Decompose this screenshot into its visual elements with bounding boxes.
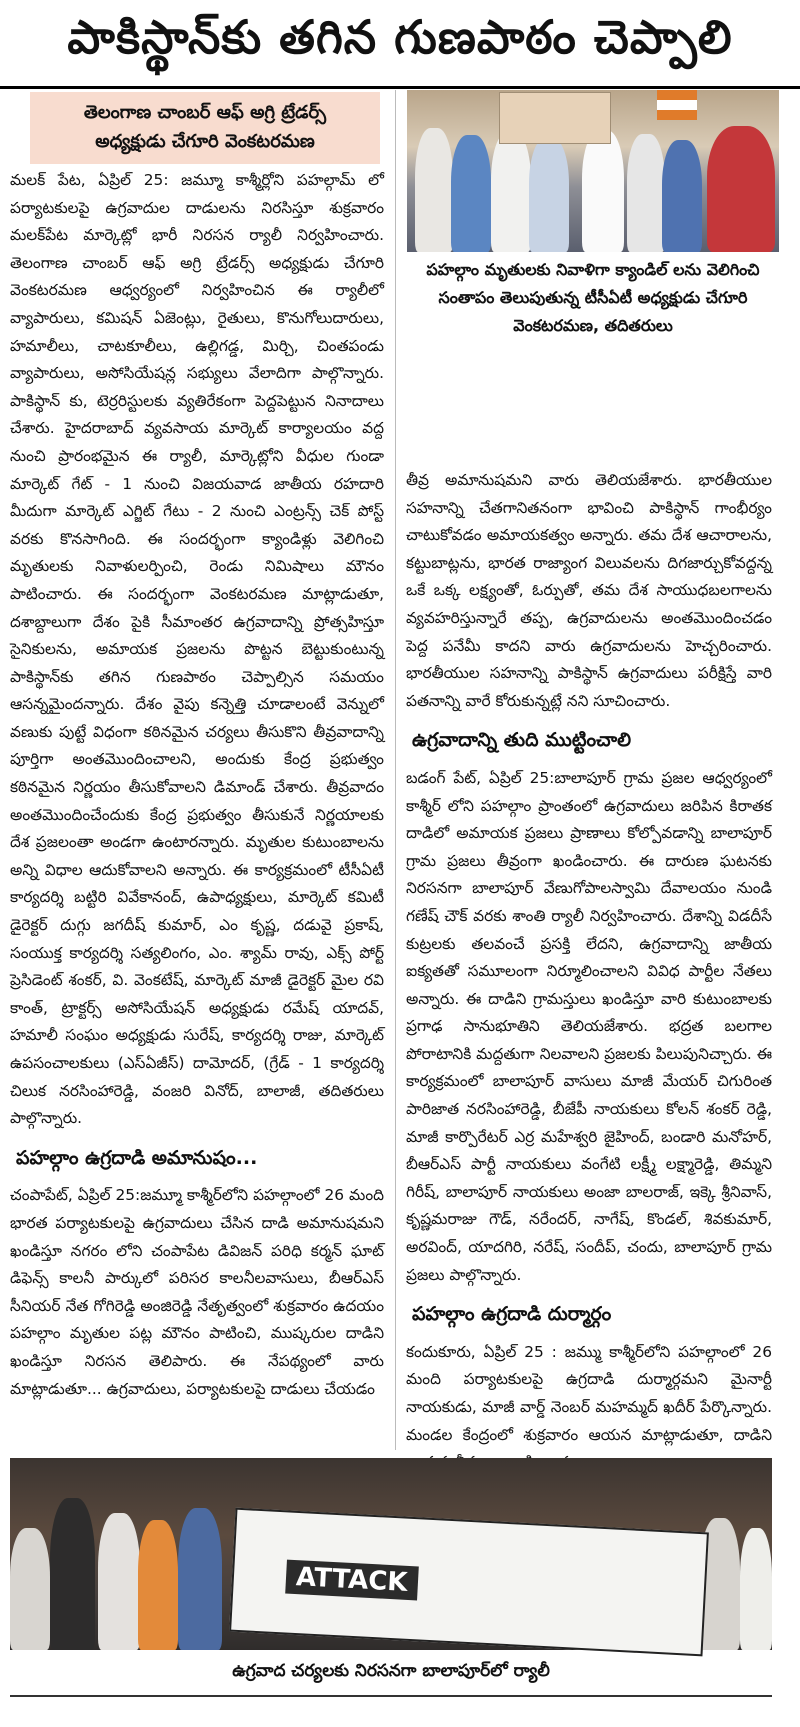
article-champapet: చంపాపేట్, ఏప్రిల్ 25:జమ్మూ కాశ్మీర్‌లోని పహల్గాంలో 26 మంది భారత పర్యాటకులపై ఉగ్రవాదులు చేసిన దాడి అమానుషమని ఖండిస్తూ నగరం లోని చంపాపేట డివిజన్ పరిధి కర్మన్ ఘాట్ డిఫెన్స్ కాలనీ పార్కులో పరిసర కాలనీలవాసులు, బీఆర్ఎస్ సీనియర్ నేత గోగిరెడ్డి అంజిరెడ్డి నేతృత్వంలో శుక్రవారం ఉదయం పహల్గాం మృతుల పట్ల మౌనం పాటించి, ముష్కరుల దాడిని ఖండిస్తూ నిరసన తెలిపారు. ఈ నేపథ్యంలో వారు మాట్లాడుతూ... ఉగ్రవాదులు, పర్యాటకులపై దాడులు చేయడం	[10, 1186, 384, 1398]
section-heading-end-terrorism: ఉగ్రవాదాన్ని తుది ముట్టించాలి	[412, 729, 632, 752]
subhead-line-2: అధ్యక్షుడు చేగూరి వెంకటరమణ	[95, 131, 315, 152]
subhead-box	[30, 92, 380, 164]
headline: పాకిస్థాన్‌కు తగిన గుణపాఠం చెప్పాలి	[67, 10, 733, 64]
top-photo-caption: పహల్గాం మృతులకు నివాళిగా క్యాండిల్ లను వెలిగించి సంతాపం తెలుపుతున్న టీసీఏటీ అధ్యక్షుడు చేగూరి వెంకటరమణ, తదితరులు	[426, 260, 760, 335]
banner-attack-text: ATTACK	[285, 1560, 418, 1601]
right-column	[406, 467, 772, 1477]
article-champapet-continued: తీవ్ర అమానుషమని వారు తెలియజేశారు. భారతీయుల సహనాన్ని చేతగానితనంగా భావించి పాకిస్థాన్ గాంభీర్యం చాటుకోవడం అమాయకత్వం అన్నారు. తమ దేశ ఆచారాలను, కట్టుబాట్లను, భారత రాజ్యాంగ విలువలను దిగజార్చుకోవద్దన్న ఒకే ఒక్క లక్ష్యంతో, ఓర్పుతో, తమ దేశ సాయుధబలగాలను వ్యవహరిస్తున్నారే తప్ప, ఉగ్రవాదులను అంతమొందించడం పెద్ద పనేమీ కాదని వారు ఉగ్రవాదులను హెచ్చరించారు. భారతీయుల సహనాన్ని పాకిస్థాన్ ఉగ్రవాదులు పరీక్షిస్తే వారి పతనాన్ని వారే కోరుకున్నట్లే నని సూచించారు.	[406, 471, 772, 710]
article-malakpet: మలక్ పేట, ఏప్రిల్ 25: జమ్మూ కాశ్మీర్లోని పహల్గామ్ లో పర్యాటకులపై ఉగ్రవాదుల దాడులను నిరసిస్తూ శుక్రవారం మలక్‌పేట మార్కెట్లో భారీ నిరసన ర్యాలీ నిర్వహించారు. తెలంగాణ చాంబర్ ఆఫ్ అగ్రి ట్రేడర్స్ అధ్యక్షుడు చేగూరి వెంకటరమణ ఆధ్వర్యంలో నిర్వహించిన ఈ ర్యాలీలో వ్యాపారులు, కమిషన్ ఏజెంట్లు, రైతులు, కొనుగోలుదారులు, హమాలీలు, చాటకూలీలు, ఉల్లిగడ్డ, మిర్చి, చింతపండు వ్యాపారులు, అసోసియేషన్ల సభ్యులు వేలాదిగా పాల్గొన్నారు. పాకిస్థాన్ కు, టెర్రరిస్టులకు వ్యతిరేకంగా పెద్దపెట్టున నినాదాలు చేశారు. హైదరాబాద్ వ్యవసాయ మార్కెట్ కార్యాలయం వద్ద నుంచి ప్రారంభమైన ఈ ర్యాలీ, మార్కెట్లోని వీధుల గుండా మార్కెట్ గేట్ - 1 నుంచి విజయవాడ జాతీయ రహదారి మీదుగా మార్కెట్ ఎగ్జిట్ గేటు - 2 నుంచి ఎంట్రన్స్ చెక్ పోస్ట్ వరకు కొనసాగింది. ఈ సందర్భంగా క్యాండిళ్లు వెలిగించి మృతులకు నివాళులర్పించి, రెండు నిమిషాలు మౌనం పాటించారు. ఈ సందర్భంగా వెంకటరమణ మాట్లాడుతూ, దశాబ్దాలుగా దేశం పైకి సీమాంతర ఉగ్రవాదాన్ని ప్రోత్సహిస్తూ సైనికులను, అమాయక ప్రజలను పొట్టన బెట్టుకుంటున్న పాకిస్థాన్‌కు తగిన గుణపాఠం చెప్పాల్సిన సమయం ఆసన్నమైందన్నారు. దేశం వైపు కన్నెత్తి చూడాలంటే వెన్నులో వణుకు పుట్టే విధంగా కఠినమైన చర్యలు తీసుకొని తీవ్రవాదాన్ని పూర్తిగా అంతమొందించాలని, అందుకు కేంద్ర ప్రభుత్వం కఠినమైన నిర్ణయం తీసుకోవాలని డిమాండ్ చేశారు. తీవ్రవాదం అంతమొందించేందుకు కేంద్ర ప్రభుత్వం తీసుకునే నిర్ణయాలకు దేశ ప్రజలంతా అండగా ఉంటారన్నారు. మృతుల కుటుంబాలను అన్ని విధాల ఆదుకోవాలని అన్నారు. ఈ కార్యక్రమంలో టీసీఏటీ కార్యదర్శి బట్టిరి వివేకానంద్, ఉపాధ్యక్షులు, మార్కెట్ కమిటీ డైరెక్టర్ దుగ్గు జగదీష్ కుమార్, ఎం కృష్ణ, దడువై ప్రకాష్, సంయుక్త కార్యదర్శి సత్యలింగం, ఎం. శ్యామ్ రావు, ఎక్స్ పోర్ట్ ప్రెసిడెంట్ శంకర్, వి. వెంకటేష్, మార్కెట్ మాజీ డైరెక్టర్ మైల రవి కాంత్, ట్రాక్టర్స్ అసోసియేషన్ అధ్యక్షుడు రమేష్ యాదవ్, హమాలీ సంఘం అధ్యక్షుడు సురేష్, కార్యదర్శి రాజు, మార్కెట్ ఉపసంచాలకులు (ఎస్ఏజీస్) దామోదర్, (గ్రేడ్ - 1 కార్యదర్శి చిలుక నరసింహారెడ్డి, వంజరి వినోద్, బాలాజీ, తదితరులు పాల్గొన్నారు.	[10, 171, 384, 1128]
bottom-photo-caption: ఉగ్రవాద చర్యలకు నిరసనగా బాలాపూర్‌లో ర్యాలీ	[232, 1661, 550, 1681]
bottom-rule	[10, 1695, 772, 1697]
article-badangpet: బడంగ్ పేట్, ఏప్రిల్ 25:బాలాపూర్ గ్రామ ప్రజల ఆధ్వర్యంలో కాశ్మీర్ లోని పహల్గాం ప్రాంతంలో ఉగ్రవాదులు జరిపిన కిరాతక దాడిలో అమాయక ప్రజలు ప్రాణాలు కోల్పోవడాన్ని బాలాపూర్ గ్రామ ప్రజలు తీవ్రంగా ఖండించారు. ఈ దారుణ ఘటనకు నిరసనగా బాలాపూర్ వేణుగోపాలస్వామి దేవాలయం నుండి గణేష్ చౌక్ వరకు శాంతి ర్యాలీ నిర్వహించారు. దేశాన్ని విడదీసే కుట్రలకు తలవంచే ప్రసక్తి లేదని, ఉగ్రవాదాన్ని జాతీయ ఐక్యతతో సమూలంగా నిర్మూలించాలని వివిధ పార్టీల నేతలు అన్నారు. ఈ దాడిని గ్రామస్తులు ఖండిస్తూ వారి కుటుంబాలకు ప్రగాఢ సానుభూతిని తెలియజేశారు. భద్రత బలగాల పోరాటానికి మద్దతుగా నిలవాలని ప్రజలకు పిలుపునిచ్చారు. ఈ కార్యక్రమంలో బాలాపూర్ వాసులు మాజీ మేయర్ చిగురింత పారిజాత నరసింహారెడ్డి, బీజేపీ నాయకులు కోలన్ శంకర్ రెడ్డి, మాజీ కార్పొరేటర్ ఎర్ర మహేశ్వరి జైహింద్, బండారి మనోహర్, బీఆర్ఎస్ పార్టీ నాయకులు వంగేటి లక్ష్మీ లక్ష్మారెడ్డి, తిమ్మని గిరీష్, బాలాపూర్ నాయకులు అంజా బాలరాజ్, ఇక్కె శ్రీనివాస్, కృష్ణమరాజు గౌడ్, నరేందర్, నాగేష్, కొండల్, శివకుమార్, అరవింద్, యాదగిరి, నరేష్, సందీప్, చందు, బాలాపూర్ గ్రామ ప్రజలు పాల్గొన్నారు.	[406, 768, 772, 1284]
column-divider	[395, 90, 396, 1450]
subhead-line-1: తెలంగాణ చాంబర్ ఆఫ్ అగ్రి ట్రేడర్స్	[83, 102, 327, 124]
section-heading-pahalgam-inhuman: పహల్గాం ఉగ్రదాడి అమానుషం...	[16, 1146, 258, 1169]
section-heading-pahalgam-atrocity: పహల్గాం ఉగ్రదాడి దుర్మార్గం	[412, 1303, 612, 1326]
left-column	[10, 167, 384, 1403]
article-kandukur: కందుకూరు, ఏప్రిల్ 25 : జమ్ము కాశ్మీర్‌లోని పహల్గాంలో 26 మంది పర్యాటకులపై ఉగ్రదాడి దుర్మార్గమని మైనార్టీ నాయకుడు, మాజీ వార్డ్ నెంబర్ మహమ్మద్ ఖదీర్ పేర్కొన్నారు. మండల కేంద్రంలో శుక్రవారం ఆయన మాట్లాడుతూ, దాడిని	[406, 1342, 772, 1444]
candle-tribute-photo	[407, 90, 779, 252]
headline-rule	[0, 86, 800, 89]
